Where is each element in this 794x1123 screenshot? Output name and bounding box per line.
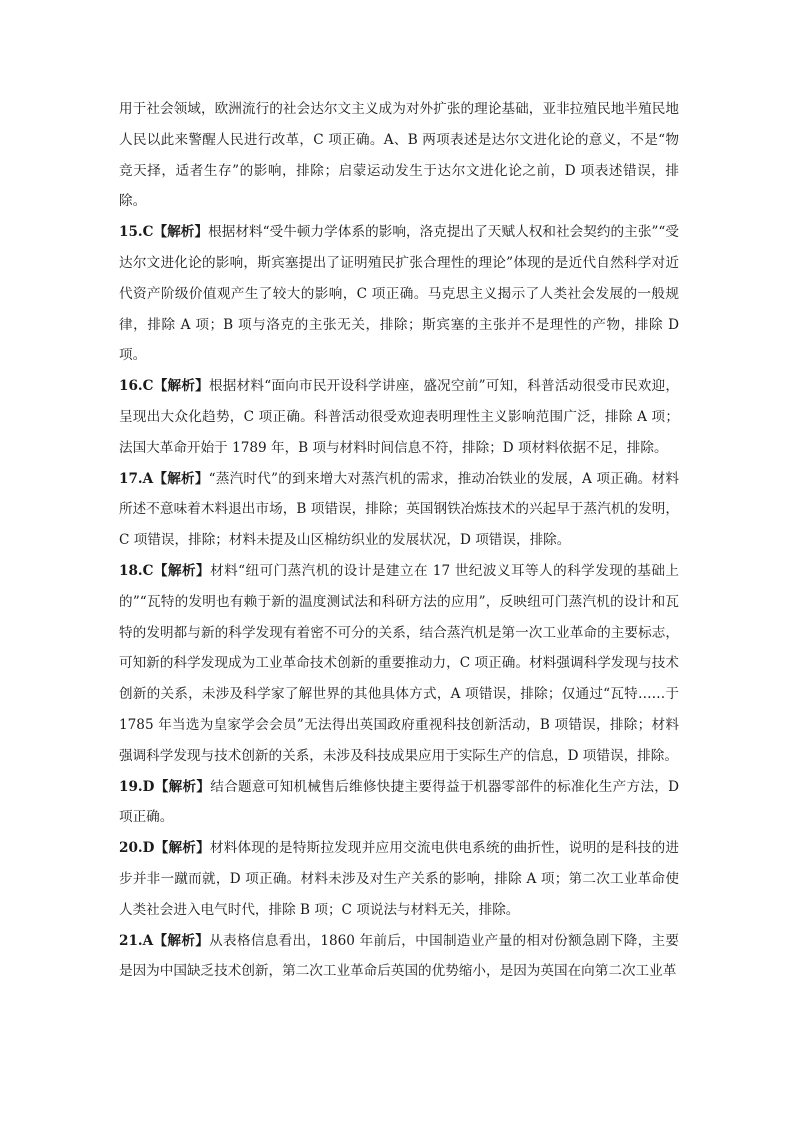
answer-21 [119, 926, 679, 988]
question-number: 19.D [119, 778, 155, 795]
analysis-tag: 【解析】 [153, 378, 209, 395]
analysis-tag: 【解析】 [153, 224, 209, 241]
answer-text: 根据材料“受牛顿力学体系的影响，洛克提出了天赋人权和社会契约的主张”“受达尔文进化论的影响，斯宾塞提出了证明殖民扩张合理性的理论”体现的是近代自然科学对近代资产阶级价值观产生了较大的影响，C 项正确。马克思主义揭示了人类社会发展的一般规律，排除 A 项；B 项与洛克的主张无关，排除；斯宾塞的主张并不是理性的产物，排除 D 项。 [119, 224, 679, 364]
answer-text: 材料“纽可门蒸汽机的设计是建立在 17 世纪波义耳等人的科学发现的基础上的”“瓦特的发明也有赖于新的温度测试法和科研方法的应用”，反映纽可门蒸汽机的设计和瓦特的发明都与新的科学发现有着密不可分的关系，结合蒸汽机是第一次工业革命的主要标志，可知新的科学发现成为工业革命技术创新的重要推动力，C 项正确。材料强调科学发现与技术创新的关系，未涉及科学家了解世界的其他具体方式，A 项错误，排除；仅通过“瓦特……于 1785 年当选为皇家学会会员”无法得出英国政府重视科技创新活动，B 项错误，排除；材料强调科学发现与技术创新的关系，未涉及科技成果应用于实际生产的信息，D 项错误，排除。 [119, 562, 679, 764]
analysis-tag: 【解析】 [154, 778, 211, 795]
question-number: 20.D [119, 840, 155, 857]
answer-text: 从表格信息看出，1860 年前后，中国制造业产量的相对份额急剧下降，主要是因为中国缺乏技术创新，第二次工业革命后英国的优势缩小，是因为英国在向第二次工业革 [119, 932, 679, 980]
question-number: 21.A [119, 932, 154, 949]
analysis-tag: 【解析】 [153, 562, 211, 579]
answer-20 [119, 833, 679, 925]
question-number: 18.C [119, 562, 154, 579]
answer-text: “蒸汽时代”的到来增大对蒸汽机的需求，推动冶铁业的发展，A 项正确。材料所述不意味着木料退出市场，B 项错误，排除；英国钢铁冶炼技术的兴起早于蒸汽机的发明，C 项错误，排除；材料未提及山区棉纺织业的发展状况，D 项错误，排除。 [119, 470, 679, 549]
answer-18 [119, 556, 679, 772]
question-number: 17.A [119, 470, 154, 487]
analysis-tag: 【解析】 [154, 840, 210, 857]
analysis-tag: 【解析】 [153, 932, 210, 949]
intro-paragraph: 用于社会领域，欧洲流行的社会达尔文主义成为对外扩张的理论基础，亚非拉殖民地半殖民地人民以此来警醒人民进行改革，C 项正确。A、B 两项表述是达尔文进化论的意义，不是“物竞天择，适者生存”的影响，排除；启蒙运动发生于达尔文进化论之前，D 项表述错误，排除。 [119, 101, 679, 210]
answer-explanations [119, 94, 679, 987]
question-number: 16.C [119, 378, 154, 395]
answer-16 [119, 371, 679, 463]
answer-text: 材料体现的是特斯拉发现并应用交流电供电系统的曲折性，说明的是科技的进步并非一蹴而就，D 项正确。材料未涉及对生产关系的影响，排除 A 项；第二次工业革命使人类社会进入电气时代，排除 B 项；C 项说法与材料无关，排除。 [119, 840, 680, 918]
question-number: 15.C [119, 224, 154, 241]
answer-text: 根据材料“面向市民开设科学讲座，盛况空前”可知，科普活动很受市民欢迎，呈现出大众化趋势，C 项正确。科普活动很受欢迎表明理性主义影响范围广泛，排除 A 项；法国大革命开始于 1789 年，B 项与材料时间信息不符，排除；D 项材料依据不足，排除。 [119, 378, 679, 456]
analysis-tag: 【解析】 [153, 470, 209, 487]
answer-15 [119, 217, 679, 371]
answer-text: 结合题意可知机械售后维修快捷主要得益于机器零部件的标准化生产方法，D 项正确。 [119, 778, 679, 826]
answer-19 [119, 772, 679, 834]
answer-17 [119, 464, 679, 556]
